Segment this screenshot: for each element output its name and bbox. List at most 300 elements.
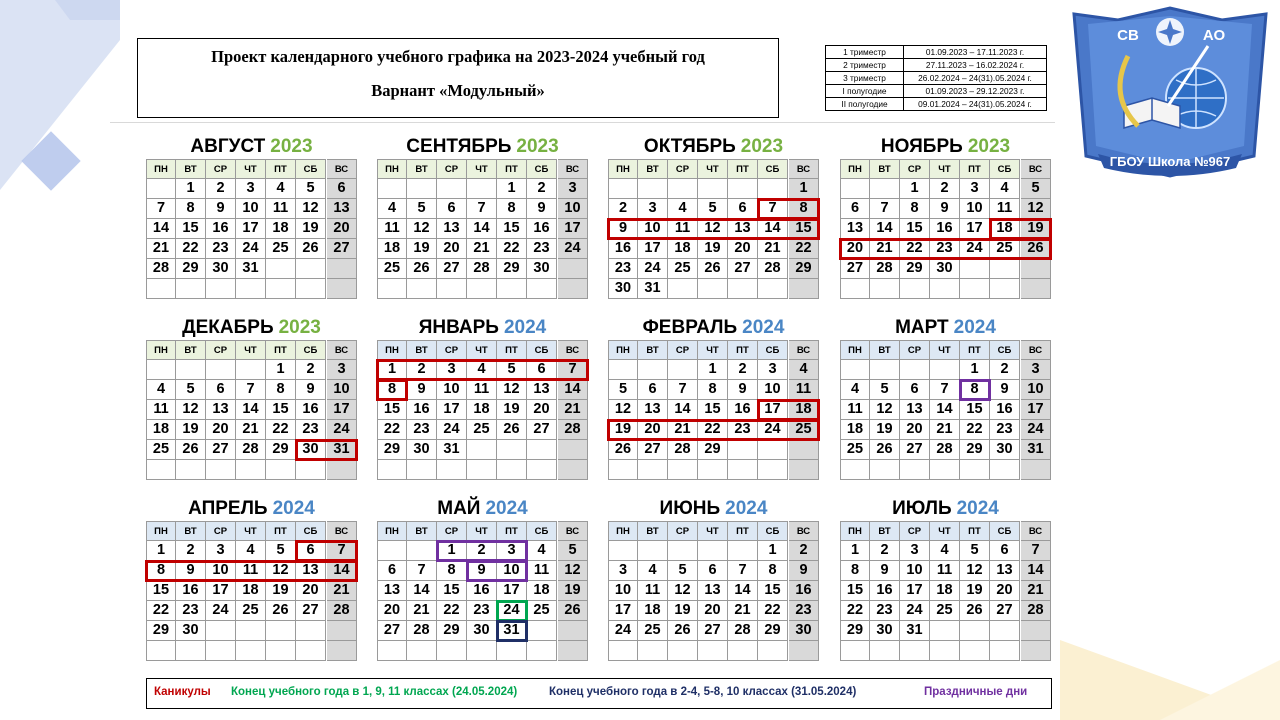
day-cell: 23 (990, 420, 1020, 440)
day-cell (266, 641, 296, 661)
weekday-header: СР (437, 521, 467, 541)
day-cell: 9 (206, 199, 236, 219)
day-cell: 1 (840, 541, 870, 561)
day-cell: 8 (789, 199, 819, 219)
day-cell: 19 (870, 420, 900, 440)
day-cell: 7 (558, 360, 588, 380)
day-cell: 17 (638, 239, 668, 259)
day-cell: 3 (327, 360, 357, 380)
day-cell: 29 (176, 259, 206, 279)
school-logo (1068, 6, 1272, 178)
day-cell (176, 460, 206, 480)
day-cell: 20 (296, 581, 326, 601)
month-name: ИЮЛЬ (892, 498, 952, 519)
month-9 (146, 497, 357, 661)
day-cell: 27 (728, 259, 758, 279)
term-name: 1 триместр (826, 46, 904, 59)
day-cell: 13 (840, 219, 870, 239)
term-name: I полугодие (826, 85, 904, 98)
day-cell: 4 (638, 561, 668, 581)
month-name: АВГУСТ (190, 136, 266, 157)
day-cell: 15 (146, 581, 176, 601)
legend-holidays: Каникулы (154, 686, 211, 698)
day-cell: 20 (327, 219, 357, 239)
day-cell (437, 279, 467, 299)
day-cell: 20 (840, 239, 870, 259)
day-cell: 11 (146, 400, 176, 420)
day-cell: 6 (527, 360, 557, 380)
month-year: 2024 (953, 317, 996, 338)
day-cell (728, 541, 758, 561)
day-cell: 9 (728, 380, 758, 400)
day-cell: 20 (698, 601, 728, 621)
day-cell: 9 (990, 380, 1020, 400)
day-cell: 5 (266, 541, 296, 561)
term-row (826, 98, 1047, 111)
day-cell: 7 (668, 380, 698, 400)
day-cell (206, 360, 236, 380)
day-cell (327, 641, 357, 661)
day-cell: 26 (870, 440, 900, 460)
day-cell: 21 (930, 420, 960, 440)
day-cell: 28 (407, 621, 437, 641)
weekday-header: ВТ (407, 340, 437, 360)
day-cell: 18 (789, 400, 819, 420)
weekday-header: ПН (377, 521, 407, 541)
day-cell: 5 (668, 561, 698, 581)
day-cell (266, 259, 296, 279)
day-cell (146, 641, 176, 661)
weekday-header: ЧТ (236, 521, 266, 541)
month-title (146, 135, 357, 159)
month-name: ЯНВАРЬ (418, 317, 499, 338)
weekday-header: ПН (608, 159, 638, 179)
day-cell: 24 (900, 601, 930, 621)
day-cell: 23 (608, 259, 638, 279)
weekday-header: ПН (146, 521, 176, 541)
month-title (377, 135, 588, 159)
day-cell: 26 (407, 259, 437, 279)
day-cell (527, 460, 557, 480)
month-year: 2023 (278, 317, 321, 338)
day-cell (840, 279, 870, 299)
weekday-header: СР (437, 159, 467, 179)
day-cell: 13 (377, 581, 407, 601)
day-cell (206, 621, 236, 641)
weekday-header: ВС (558, 340, 588, 360)
weekday-header: ВТ (176, 340, 206, 360)
day-cell: 15 (758, 581, 788, 601)
day-cell: 15 (698, 400, 728, 420)
day-cell: 28 (558, 420, 588, 440)
day-cell (146, 460, 176, 480)
day-cell (900, 360, 930, 380)
day-cell: 29 (266, 440, 296, 460)
day-cell: 17 (960, 219, 990, 239)
day-cell (497, 440, 527, 460)
day-cell: 18 (668, 239, 698, 259)
day-cell: 26 (960, 601, 990, 621)
day-cell: 29 (377, 440, 407, 460)
weekday-header: ВТ (176, 521, 206, 541)
day-cell: 24 (206, 601, 236, 621)
weekday-header: ВС (789, 340, 819, 360)
month-1 (146, 135, 357, 299)
logo-left-text: СВ (1117, 27, 1139, 44)
day-cell: 20 (900, 420, 930, 440)
day-cell (497, 279, 527, 299)
day-cell (236, 460, 266, 480)
term-row (826, 46, 1047, 59)
day-cell: 20 (437, 239, 467, 259)
day-cell (698, 641, 728, 661)
day-cell: 29 (146, 621, 176, 641)
day-cell: 16 (870, 581, 900, 601)
day-cell: 21 (668, 420, 698, 440)
day-cell: 13 (527, 380, 557, 400)
term-row (826, 85, 1047, 98)
month-year: 2023 (740, 136, 784, 157)
day-cell (758, 279, 788, 299)
day-cell: 13 (437, 219, 467, 239)
day-cell: 6 (638, 380, 668, 400)
weekday-header: СБ (990, 159, 1020, 179)
day-cell: 10 (206, 561, 236, 581)
day-cell: 31 (327, 440, 357, 460)
term-dates: 27.11.2023 – 16.02.2024 г. (904, 59, 1047, 72)
weekday-header: ЧТ (467, 521, 497, 541)
day-cell (638, 541, 668, 561)
weekday-header: ВС (789, 159, 819, 179)
day-cell: 10 (558, 199, 588, 219)
day-cell (960, 259, 990, 279)
day-cell: 20 (206, 420, 236, 440)
day-cell: 27 (990, 601, 1020, 621)
day-cell: 2 (870, 541, 900, 561)
day-cell: 14 (327, 561, 357, 581)
day-cell: 23 (930, 239, 960, 259)
day-cell (728, 440, 758, 460)
month-6 (377, 316, 588, 480)
weekday-header: ВТ (870, 340, 900, 360)
day-cell: 1 (146, 541, 176, 561)
day-cell: 25 (990, 239, 1020, 259)
day-cell: 4 (467, 360, 497, 380)
day-cell: 25 (146, 440, 176, 460)
day-cell: 18 (467, 400, 497, 420)
day-cell: 16 (206, 219, 236, 239)
day-cell: 5 (870, 380, 900, 400)
day-cell: 3 (1021, 360, 1051, 380)
weekday-header: СБ (758, 159, 788, 179)
day-cell: 7 (146, 199, 176, 219)
day-cell: 19 (296, 219, 326, 239)
day-cell: 30 (990, 440, 1020, 460)
day-cell: 21 (467, 239, 497, 259)
day-cell: 8 (497, 199, 527, 219)
weekday-header: ВС (327, 521, 357, 541)
day-cell: 16 (789, 581, 819, 601)
weekday-header: СБ (527, 340, 557, 360)
month-year: 2024 (725, 498, 768, 519)
day-cell (698, 179, 728, 199)
corner-decoration-top-left (0, 0, 130, 200)
day-cell: 29 (437, 621, 467, 641)
day-cell: 5 (698, 199, 728, 219)
day-cell (1021, 641, 1051, 661)
day-cell (758, 440, 788, 460)
month-name: ОКТЯБРЬ (643, 136, 736, 157)
day-cell: 20 (527, 400, 557, 420)
day-cell (728, 460, 758, 480)
day-cell (840, 179, 870, 199)
day-cell: 9 (176, 561, 206, 581)
day-cell: 17 (437, 400, 467, 420)
day-cell: 28 (1021, 601, 1051, 621)
day-cell: 14 (1021, 561, 1051, 581)
term-name: 2 триместр (826, 59, 904, 72)
day-cell: 11 (527, 561, 557, 581)
day-cell: 25 (266, 239, 296, 259)
day-cell: 18 (990, 219, 1020, 239)
day-cell: 23 (206, 239, 236, 259)
day-cell (698, 279, 728, 299)
day-cell: 8 (758, 561, 788, 581)
day-cell (437, 641, 467, 661)
weekday-header: ВС (558, 521, 588, 541)
weekday-header: ВС (558, 159, 588, 179)
day-cell: 6 (206, 380, 236, 400)
weekday-header: СР (900, 340, 930, 360)
day-cell: 5 (960, 541, 990, 561)
day-cell: 14 (930, 400, 960, 420)
day-cell: 17 (236, 219, 266, 239)
day-cell: 20 (377, 601, 407, 621)
weekday-header: ВС (327, 340, 357, 360)
day-cell: 9 (930, 199, 960, 219)
weekday-header: ПТ (960, 340, 990, 360)
day-cell: 27 (527, 420, 557, 440)
day-cell: 30 (206, 259, 236, 279)
weekday-header: ПТ (497, 521, 527, 541)
day-cell: 30 (527, 259, 557, 279)
weekday-header: ВТ (638, 159, 668, 179)
day-cell: 16 (990, 400, 1020, 420)
month-title (840, 316, 1051, 340)
day-cell (176, 360, 206, 380)
day-cell: 24 (960, 239, 990, 259)
day-cell (990, 641, 1020, 661)
day-cell: 24 (1021, 420, 1051, 440)
day-cell: 5 (407, 199, 437, 219)
day-cell: 22 (960, 420, 990, 440)
day-cell: 25 (638, 621, 668, 641)
day-cell: 30 (608, 279, 638, 299)
day-cell: 17 (497, 581, 527, 601)
weekday-header: ЧТ (698, 521, 728, 541)
weekday-header: ВС (327, 159, 357, 179)
month-year: 2024 (272, 498, 315, 519)
day-cell: 12 (960, 561, 990, 581)
day-cell: 30 (789, 621, 819, 641)
month-year: 2024 (485, 498, 528, 519)
day-cell: 13 (327, 199, 357, 219)
day-cell: 27 (698, 621, 728, 641)
day-cell: 26 (608, 440, 638, 460)
day-cell (789, 279, 819, 299)
day-cell: 3 (900, 541, 930, 561)
day-cell: 12 (266, 561, 296, 581)
day-cell: 9 (467, 561, 497, 581)
day-cell (668, 360, 698, 380)
day-cell (840, 460, 870, 480)
day-cell: 11 (789, 380, 819, 400)
month-name: АПРЕЛЬ (188, 498, 268, 519)
day-cell: 13 (638, 400, 668, 420)
day-cell (698, 460, 728, 480)
day-cell: 24 (558, 239, 588, 259)
day-cell (467, 179, 497, 199)
day-cell (930, 279, 960, 299)
day-cell: 4 (930, 541, 960, 561)
day-cell (206, 460, 236, 480)
day-cell (558, 440, 588, 460)
day-cell (497, 641, 527, 661)
day-cell (467, 279, 497, 299)
weekday-header: СБ (990, 340, 1020, 360)
page-title: Проект календарного учебного графика на 2023-2024 учебный год (211, 47, 705, 66)
day-cell: 1 (497, 179, 527, 199)
day-cell: 21 (327, 581, 357, 601)
day-cell (236, 641, 266, 661)
day-cell: 29 (789, 259, 819, 279)
day-cell: 19 (558, 581, 588, 601)
day-cell (437, 460, 467, 480)
day-cell: 2 (206, 179, 236, 199)
day-cell (377, 460, 407, 480)
weekday-header: СР (206, 340, 236, 360)
day-cell: 18 (377, 239, 407, 259)
day-cell: 23 (176, 601, 206, 621)
title-box (137, 38, 779, 118)
day-cell (990, 279, 1020, 299)
day-cell: 28 (758, 259, 788, 279)
day-cell: 21 (870, 239, 900, 259)
day-cell: 2 (990, 360, 1020, 380)
day-cell (930, 641, 960, 661)
day-cell: 3 (960, 179, 990, 199)
month-7 (608, 316, 819, 480)
day-cell (407, 641, 437, 661)
day-cell (608, 641, 638, 661)
day-cell (176, 279, 206, 299)
terms-table (825, 45, 1047, 111)
day-cell: 18 (527, 581, 557, 601)
term-dates: 01.09.2023 – 29.12.2023 г. (904, 85, 1047, 98)
day-cell (1021, 621, 1051, 641)
weekday-header: ЧТ (236, 159, 266, 179)
weekday-header: СР (206, 521, 236, 541)
day-cell: 22 (698, 420, 728, 440)
day-cell: 8 (840, 561, 870, 581)
weekday-header: ПТ (960, 521, 990, 541)
day-cell: 21 (758, 239, 788, 259)
day-cell: 22 (900, 239, 930, 259)
weekday-header: ЧТ (930, 521, 960, 541)
day-cell (930, 460, 960, 480)
weekday-header: ЧТ (467, 159, 497, 179)
day-cell (990, 621, 1020, 641)
day-cell: 31 (638, 279, 668, 299)
day-cell: 3 (558, 179, 588, 199)
day-cell: 23 (527, 239, 557, 259)
weekday-header: ПН (377, 159, 407, 179)
weekday-header: ПТ (266, 521, 296, 541)
month-10 (377, 497, 588, 661)
day-cell: 13 (296, 561, 326, 581)
day-cell: 19 (608, 420, 638, 440)
day-cell: 14 (236, 400, 266, 420)
day-cell: 4 (266, 179, 296, 199)
month-5 (146, 316, 357, 480)
day-cell: 31 (497, 621, 527, 641)
day-cell: 28 (930, 440, 960, 460)
day-cell: 14 (870, 219, 900, 239)
day-cell: 29 (698, 440, 728, 460)
day-cell: 10 (497, 561, 527, 581)
day-cell: 15 (437, 581, 467, 601)
day-cell: 3 (758, 360, 788, 380)
day-cell: 16 (728, 400, 758, 420)
day-cell: 22 (758, 601, 788, 621)
day-cell: 12 (608, 400, 638, 420)
day-cell: 26 (176, 440, 206, 460)
day-cell: 4 (668, 199, 698, 219)
day-cell: 31 (437, 440, 467, 460)
day-cell: 17 (327, 400, 357, 420)
day-cell: 7 (327, 541, 357, 561)
day-cell: 10 (758, 380, 788, 400)
weekday-header: СБ (296, 340, 326, 360)
day-cell: 13 (698, 581, 728, 601)
day-cell (870, 460, 900, 480)
month-12 (840, 497, 1051, 661)
weekday-header: ЧТ (698, 159, 728, 179)
day-cell: 14 (146, 219, 176, 239)
day-cell: 5 (1021, 179, 1051, 199)
day-cell: 8 (266, 380, 296, 400)
weekday-header: СР (900, 521, 930, 541)
day-cell: 11 (377, 219, 407, 239)
legend-end-1-9-11: Конец учебного года в 1, 9, 11 классах (24.05.2024) (231, 686, 518, 698)
day-cell: 25 (668, 259, 698, 279)
month-year: 2023 (516, 136, 559, 157)
day-cell (870, 641, 900, 661)
day-cell (327, 460, 357, 480)
day-cell: 9 (608, 219, 638, 239)
day-cell: 9 (296, 380, 326, 400)
day-cell: 1 (789, 179, 819, 199)
day-cell: 17 (206, 581, 236, 601)
day-cell (960, 279, 990, 299)
day-cell: 19 (407, 239, 437, 259)
day-cell: 2 (527, 179, 557, 199)
day-cell: 27 (840, 259, 870, 279)
day-cell: 2 (608, 199, 638, 219)
day-cell (467, 641, 497, 661)
day-cell: 11 (467, 380, 497, 400)
day-cell: 11 (840, 400, 870, 420)
